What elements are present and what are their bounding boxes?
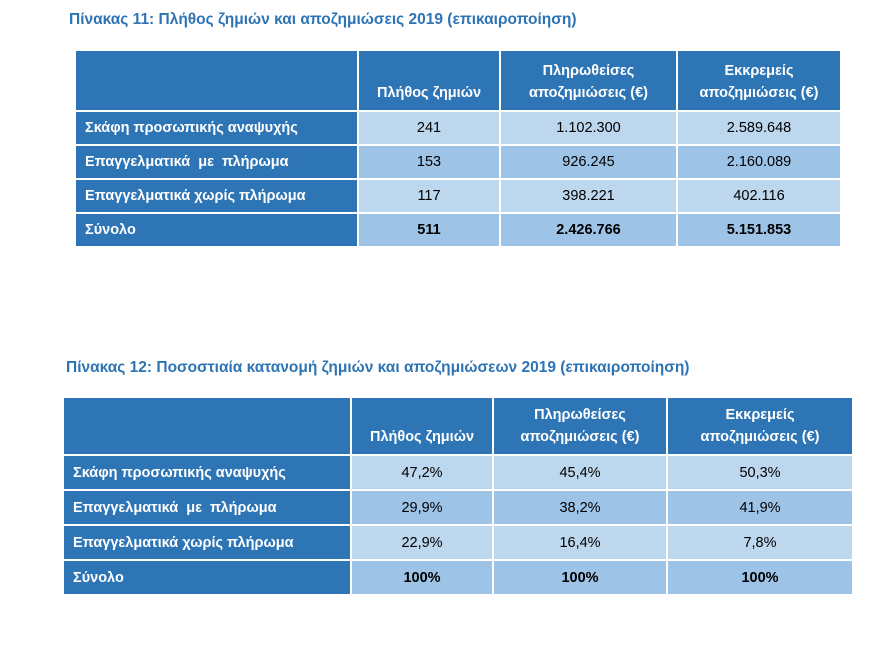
cell-pending-compensation: 2.160.089 <box>678 146 840 178</box>
table-row <box>64 526 852 559</box>
table-11 <box>74 49 842 248</box>
row-label: Σκάφη προσωπικής αναψυχής <box>64 456 350 489</box>
table-row <box>64 491 852 524</box>
header-claims-count: Πλήθος ζημιών <box>352 398 492 454</box>
cell-paid-compensation: 45,4% <box>494 456 666 489</box>
cell-claims-count: 117 <box>359 180 499 212</box>
table-total-row <box>76 214 840 246</box>
header-text: Εκκρεμείς αποζημιώσεις (€) <box>700 407 820 445</box>
row-label: Σύνολο <box>64 561 350 594</box>
table-row <box>76 180 840 212</box>
cell-claims-count: 153 <box>359 146 499 178</box>
table-total-row <box>64 561 852 594</box>
cell-claims-count: 22,9% <box>352 526 492 559</box>
cell-paid-compensation: 100% <box>494 561 666 594</box>
table-row <box>76 112 840 144</box>
cell-pending-compensation: 5.151.853 <box>678 214 840 246</box>
row-label: Σύνολο <box>76 214 357 246</box>
row-label: Επαγγελματικά με πλήρωμα <box>76 146 357 178</box>
cell-claims-count: 47,2% <box>352 456 492 489</box>
header-pending-compensation <box>668 398 852 454</box>
cell-paid-compensation: 2.426.766 <box>501 214 676 246</box>
table-row <box>64 456 852 489</box>
header-text: Πληρωθείσες αποζημιώσεις (€) <box>520 407 640 445</box>
table-12 <box>62 396 854 596</box>
cell-pending-compensation: 7,8% <box>668 526 852 559</box>
row-label: Επαγγελματικά χωρίς πλήρωμα <box>76 180 357 212</box>
cell-claims-count: 100% <box>352 561 492 594</box>
cell-paid-compensation: 1.102.300 <box>501 112 676 144</box>
header-paid-compensation <box>494 398 666 454</box>
header-text: Εκκρεμείς αποζημιώσεις (€) <box>699 63 819 101</box>
cell-claims-count: 511 <box>359 214 499 246</box>
row-label: Επαγγελματικά με πλήρωμα <box>64 491 350 524</box>
header-corner-cell <box>64 398 350 454</box>
row-label: Σκάφη προσωπικής αναψυχής <box>76 112 357 144</box>
cell-claims-count: 29,9% <box>352 491 492 524</box>
cell-paid-compensation: 398.221 <box>501 180 676 212</box>
cell-pending-compensation: 41,9% <box>668 491 852 524</box>
header-paid-compensation <box>501 51 676 110</box>
header-text: Πληρωθείσες αποζημιώσεις (€) <box>529 63 648 101</box>
header-pending-compensation <box>678 51 840 110</box>
cell-paid-compensation: 926.245 <box>501 146 676 178</box>
cell-pending-compensation: 2.589.648 <box>678 112 840 144</box>
table-header-row <box>64 398 852 454</box>
cell-pending-compensation: 100% <box>668 561 852 594</box>
cell-paid-compensation: 16,4% <box>494 526 666 559</box>
row-label: Επαγγελματικά χωρίς πλήρωμα <box>64 526 350 559</box>
header-corner-cell <box>76 51 357 110</box>
table-12-caption: Πίνακας 12: Ποσοστιαία κατανομή ζημιών και αποζημιώσεων 2019 (επικαιροποίηση) <box>66 359 690 376</box>
cell-paid-compensation: 38,2% <box>494 491 666 524</box>
cell-pending-compensation: 402.116 <box>678 180 840 212</box>
cell-pending-compensation: 50,3% <box>668 456 852 489</box>
cell-claims-count: 241 <box>359 112 499 144</box>
table-11-caption: Πίνακας 11: Πλήθος ζημιών και αποζημιώσεις 2019 (επικαιροποίηση) <box>69 11 577 28</box>
table-header-row <box>76 51 840 110</box>
table-row <box>76 146 840 178</box>
header-claims-count: Πλήθος ζημιών <box>359 51 499 110</box>
